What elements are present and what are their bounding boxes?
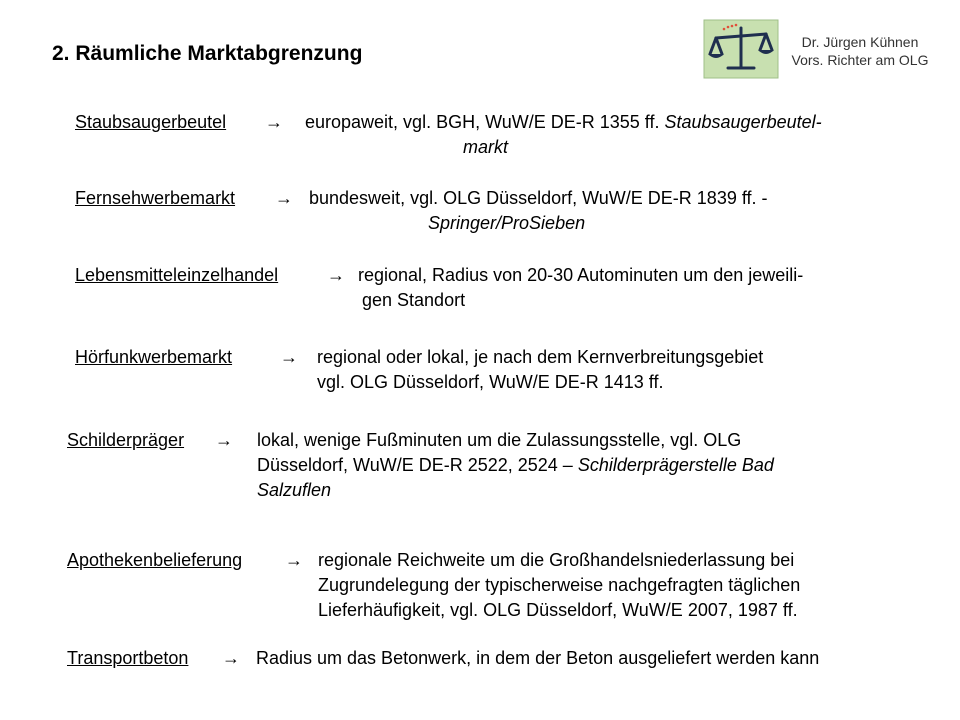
arrow-icon: → — [327, 265, 345, 285]
list-item — [75, 110, 945, 162]
arrow-icon: → — [222, 648, 240, 668]
list-item — [75, 186, 945, 238]
page-title: 2. Räumliche Marktabgrenzung — [52, 42, 363, 65]
entry-text-italic: Salzuflen — [257, 480, 332, 500]
list-item — [75, 263, 945, 315]
author-name: Dr. Jürgen Kühnen — [801, 34, 919, 50]
arrow-icon: → — [275, 188, 293, 208]
term-label: Transportbeton — [67, 648, 189, 668]
entry-text: Radius um das Betonwerk, in dem der Beton ausgeliefert werden kann — [256, 648, 820, 668]
entry-text-italic: Springer/ProSieben — [428, 213, 586, 233]
term-label: Schilderpräger — [67, 430, 185, 450]
list-item — [67, 646, 947, 672]
list-item — [67, 548, 947, 626]
entry-text: regional oder lokal, je nach dem Kernverbreitungsgebiet — [317, 347, 764, 367]
term-label: Fernsehwerbemarkt — [75, 188, 236, 208]
entry-text: regional, Radius von 20-30 Autominuten um den jeweili- — [358, 265, 804, 285]
author-block — [770, 33, 950, 69]
entry-text: lokal, wenige Fußminuten um die Zulassungsstelle, vgl. OLG — [257, 430, 742, 450]
arrow-icon: → — [215, 430, 233, 450]
entry-text: regionale Reichweite um die Großhandelsniederlassung bei — [318, 550, 795, 570]
author-role: Vors. Richter am OLG — [791, 52, 929, 68]
term-label: Hörfunkwerbemarkt — [75, 347, 233, 367]
term-label: Staubsaugerbeutel — [75, 112, 227, 132]
arrow-icon: → — [280, 347, 298, 367]
entry-text: bundesweit, vgl. OLG Düsseldorf, WuW/E DE-R 1839 ff. - — [309, 188, 768, 208]
list-item — [67, 428, 947, 506]
list-item — [75, 345, 945, 397]
entry-text-italic: markt — [463, 137, 508, 157]
entry-text: Lieferhäufigkeit, vgl. OLG Düsseldorf, WuW/E 2007, 1987 ff. — [318, 600, 798, 620]
term-label: Apothekenbelieferung — [67, 550, 243, 570]
entry-text: Zugrundelegung der typischerweise nachgefragten täglichen — [318, 575, 801, 595]
entry-text: europaweit, vgl. BGH, WuW/E DE-R 1355 ff. — [305, 112, 660, 132]
arrow-icon: → — [285, 550, 303, 570]
arrow-icon: → — [265, 112, 283, 132]
term-label: Lebensmitteleinzelhandel — [75, 265, 279, 285]
entry-text: vgl. OLG Düsseldorf, WuW/E DE-R 1413 ff. — [317, 372, 664, 392]
entry-text-italic: Staubsaugerbeutel- — [664, 112, 822, 132]
entry-text: gen Standort — [362, 290, 466, 310]
entry-text: Düsseldorf, WuW/E DE-R 2522, 2524 – — [257, 455, 573, 475]
entry-text-italic: Schilderprägerstelle Bad — [577, 455, 774, 475]
